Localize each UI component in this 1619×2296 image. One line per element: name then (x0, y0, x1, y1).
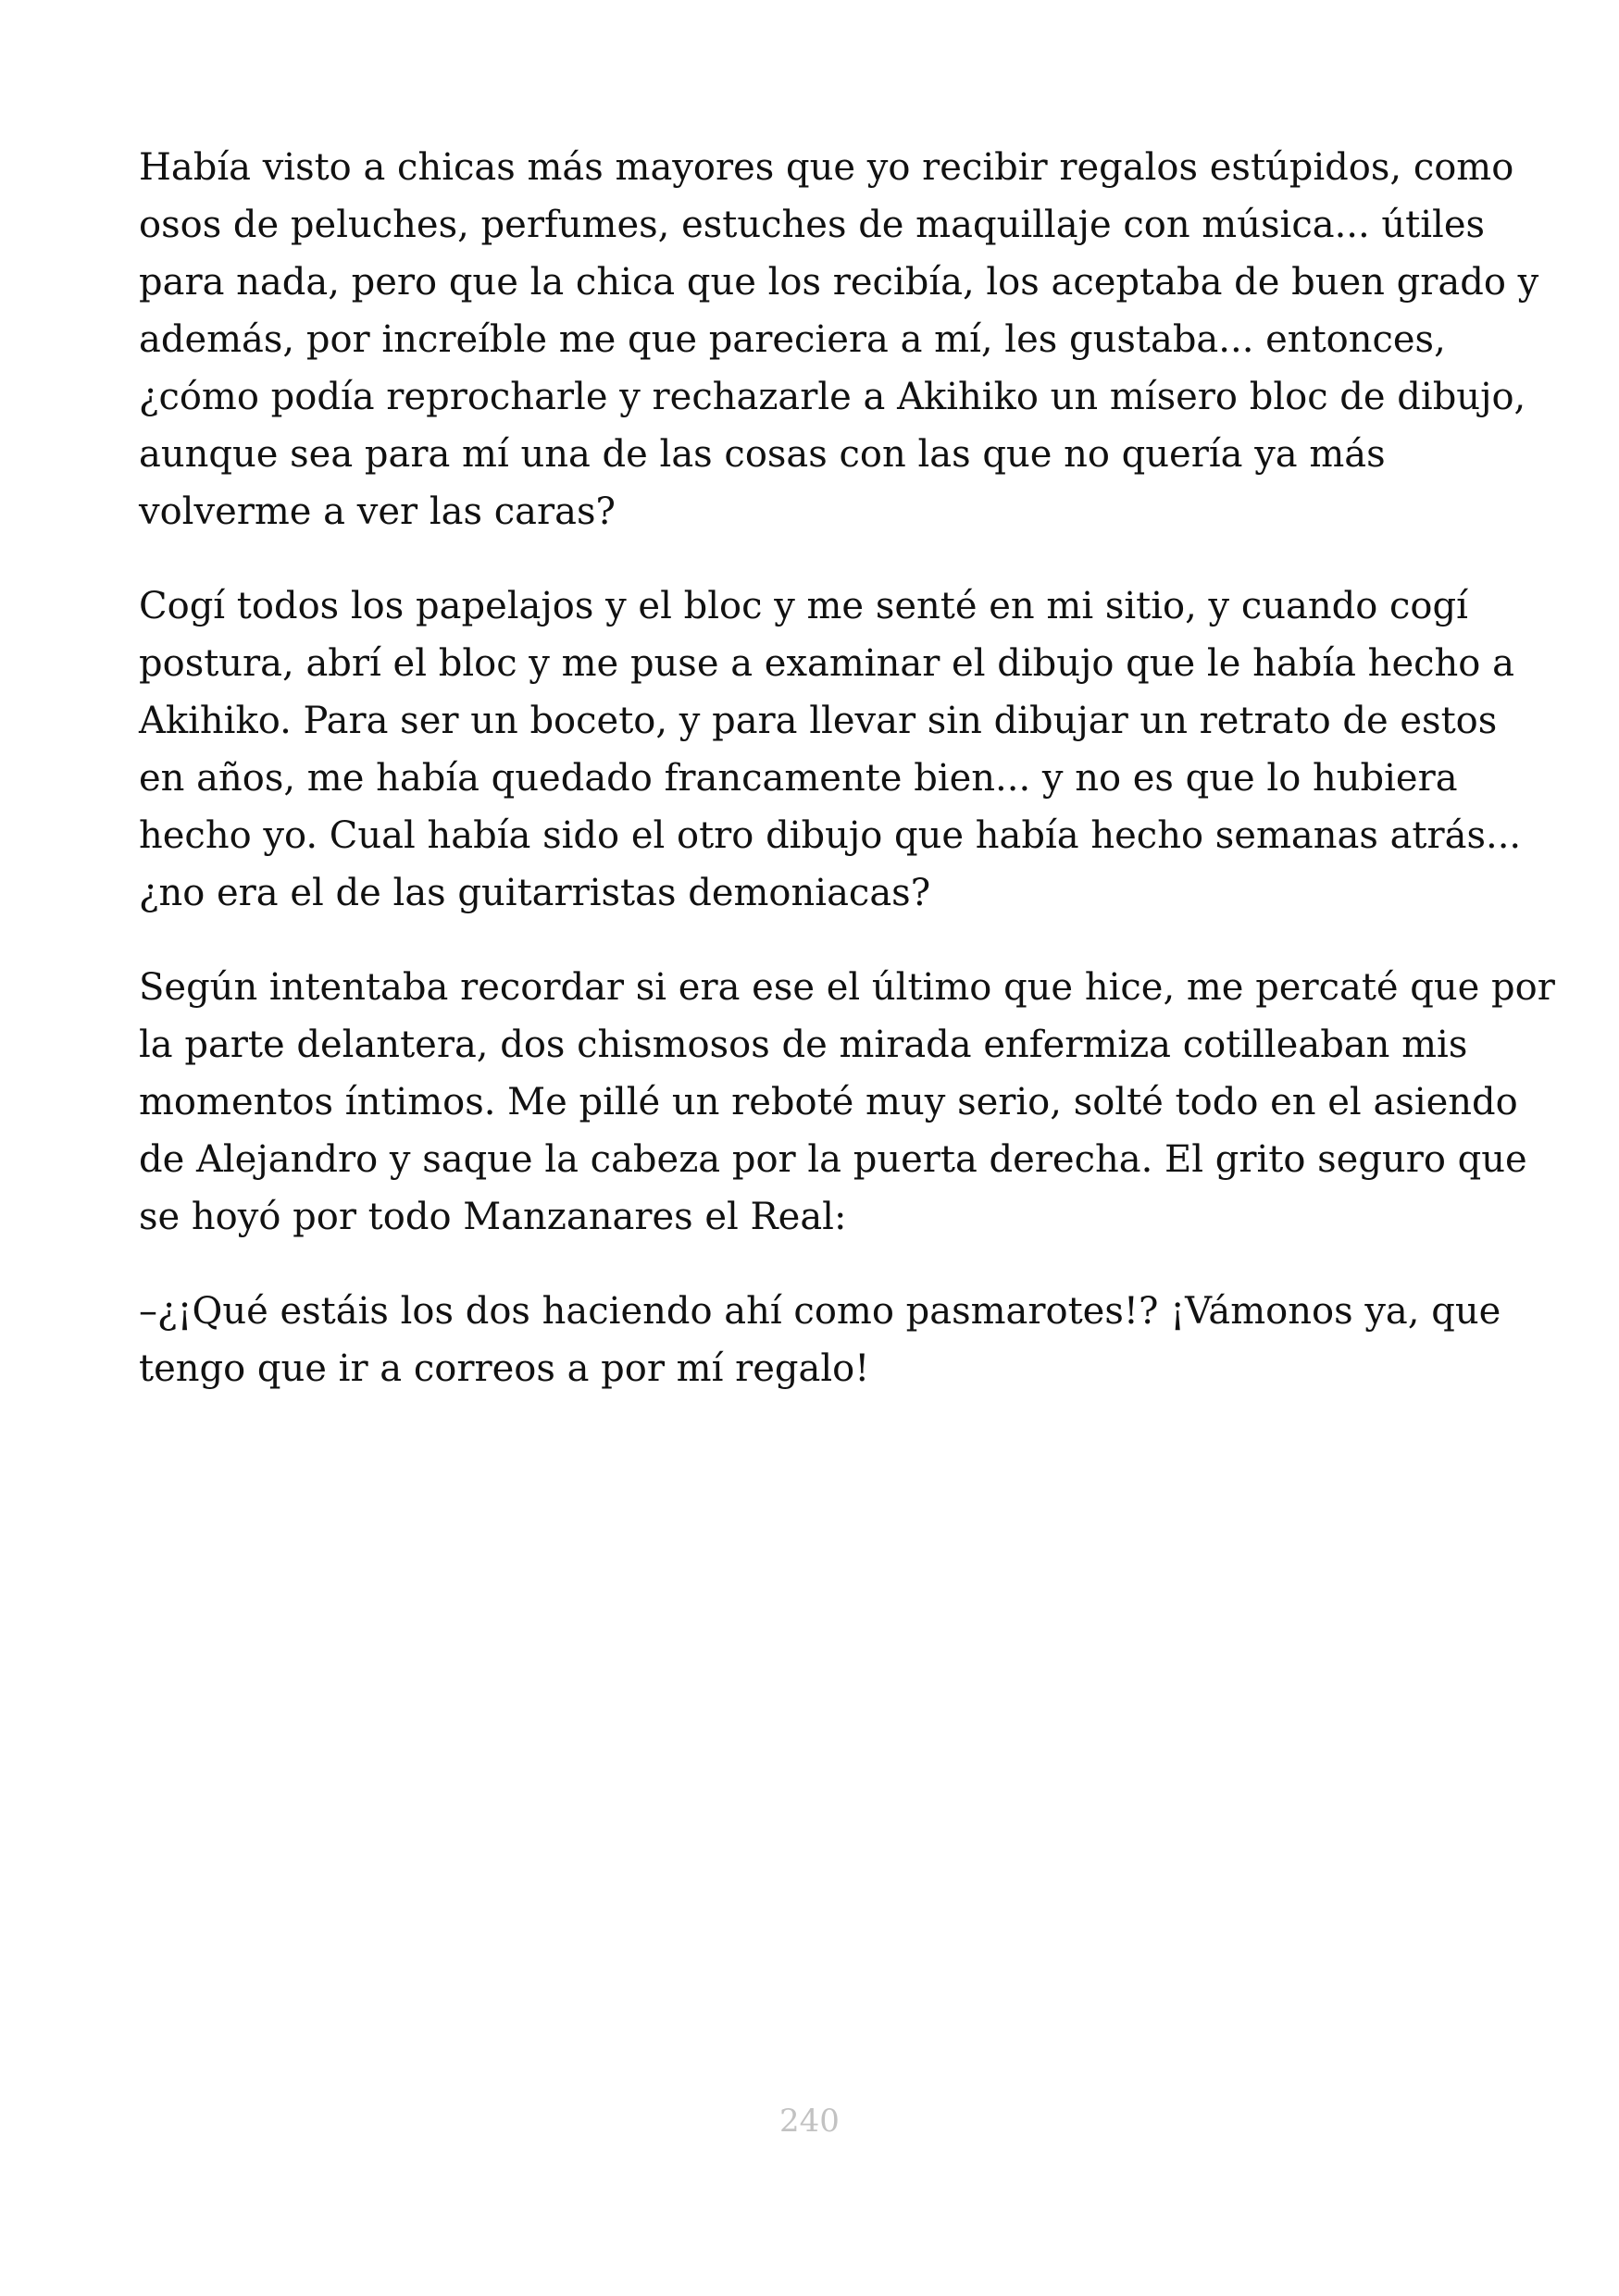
text-line: aunque sea para mí una de las cosas con las que no quería ya más (139, 433, 1386, 476)
paragraph-4 (139, 1283, 1501, 1397)
text-line: se hoyó por todo Manzanares el Real: (139, 1196, 847, 1238)
text-line: en años, me había quedado francamente bien... y no es que lo hubiera (139, 757, 1458, 800)
text-line: ¿no era el de las guitarristas demoniacas? (139, 872, 931, 914)
text-line: además, por increíble me que pareciera a mí, les gustaba... entonces, (139, 318, 1446, 361)
text-line: Había visto a chicas más mayores que yo recibir regalos estúpidos, como (139, 146, 1514, 189)
body-text (139, 139, 1555, 1397)
text-line: Akihiko. Para ser un boceto, y para llevar sin dibujar un retrato de estos (139, 700, 1498, 742)
text-line: Según intentaba recordar si era ese el último que hice, me percaté que por (139, 966, 1555, 1009)
paragraph-3 (139, 959, 1555, 1246)
paragraph-spacer (139, 922, 1486, 959)
text-line: volverme a ver las caras? (139, 490, 616, 533)
text-line: Cogí todos los papelajos y el bloc y me senté en mi sitio, y cuando cogí (139, 585, 1468, 627)
paragraph-spacer (139, 540, 1486, 577)
text-line: la parte delantera, dos chismosos de mirada enfermiza cotilleaban mis (139, 1024, 1468, 1066)
page-number: 240 (779, 2103, 840, 2140)
text-line: momentos íntimos. Me pillé un reboté muy serio, solté todo en el asiendo (139, 1081, 1518, 1123)
text-line: ¿cómo podía reprocharle y rechazarle a Akihiko un mísero bloc de dibujo, (139, 376, 1526, 418)
text-line: tengo que ir a correos a por mí regalo! (139, 1347, 870, 1390)
text-line: –¿¡Qué estáis los dos haciendo ahí como pasmarotes!? ¡Vámonos ya, que (139, 1290, 1501, 1333)
text-line: postura, abrí el bloc y me puse a examinar el dibujo que le había hecho a (139, 642, 1514, 685)
paragraph-1 (139, 139, 1539, 540)
paragraph-spacer (139, 1246, 1486, 1283)
text-line: hecho yo. Cual había sido el otro dibujo que había hecho semanas atrás... (139, 814, 1522, 857)
text-line: para nada, pero que la chica que los recibía, los aceptaba de buen grado y (139, 261, 1539, 304)
text-line: osos de peluches, perfumes, estuches de maquillaje con música... útiles (139, 204, 1486, 246)
text-line: de Alejandro y saque la cabeza por la puerta derecha. El grito seguro que (139, 1138, 1527, 1181)
paragraph-2 (139, 577, 1522, 922)
